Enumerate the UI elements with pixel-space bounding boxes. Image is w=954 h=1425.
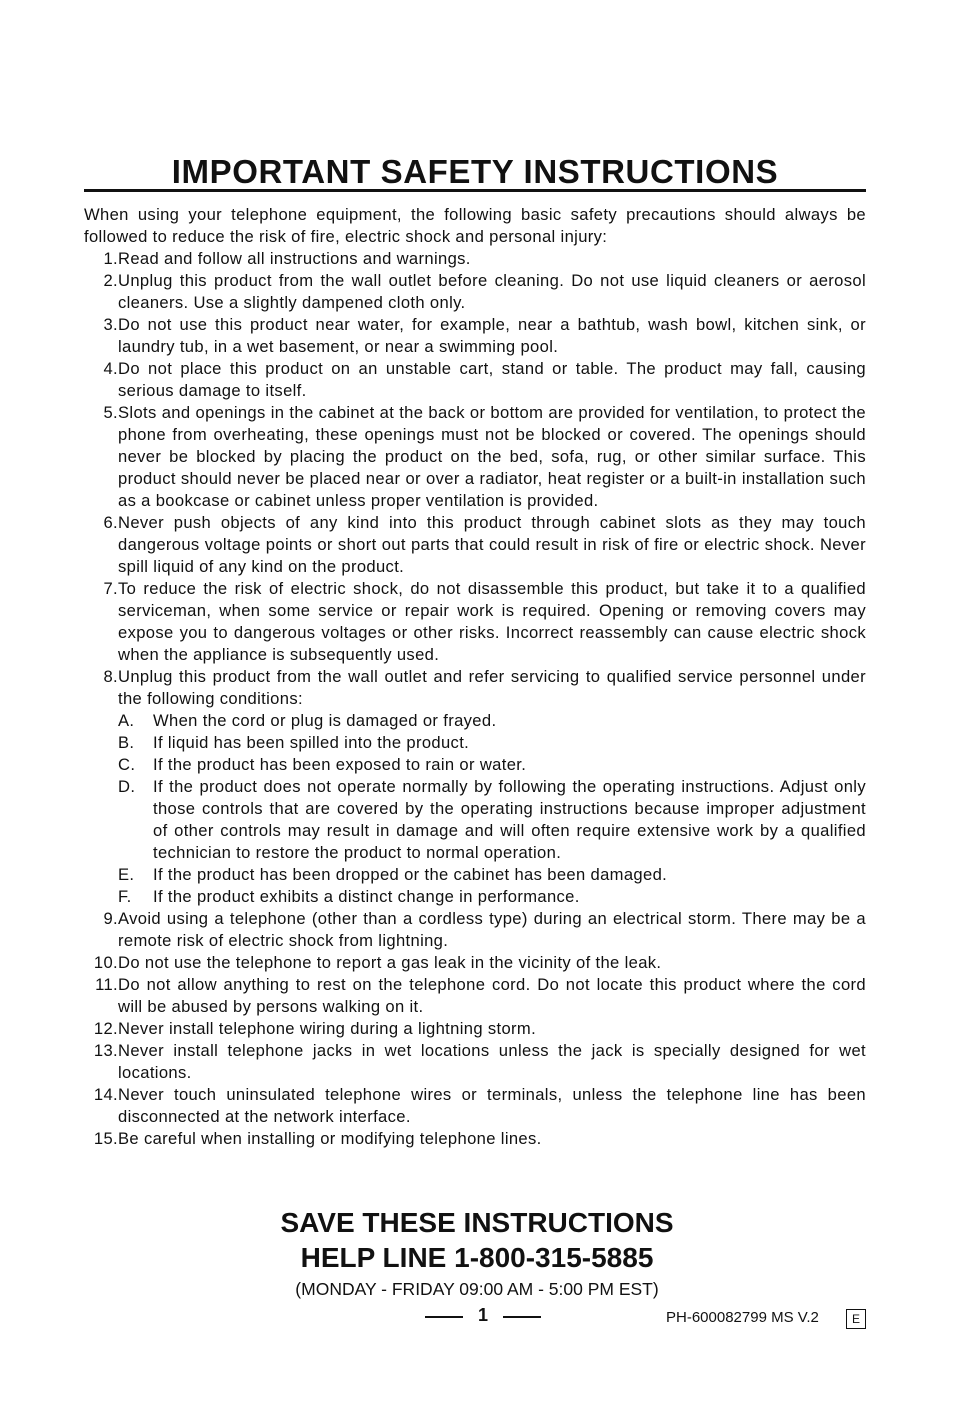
page-number-rule-right bbox=[503, 1316, 541, 1318]
item-number: 3. bbox=[103, 315, 118, 334]
item-number: 10. bbox=[93, 953, 118, 972]
instruction-list bbox=[84, 248, 866, 1150]
list-item bbox=[84, 952, 866, 974]
item-text: Unplug this product from the wall outlet and refer servicing to qualified service personnel under the following conditions: bbox=[118, 667, 866, 708]
sublist-letter: C. bbox=[118, 755, 136, 774]
sublist-item bbox=[118, 732, 866, 754]
item-text: Unplug this product from the wall outlet before cleaning. Do not use liquid cleaners or aerosol cleaners. Use a slightly dampened cloth only. bbox=[118, 271, 866, 312]
sublist-text: When the cord or plug is damaged or frayed. bbox=[153, 711, 497, 730]
helpline-heading: HELP LINE 1-800-315-5885 bbox=[300, 1242, 654, 1273]
helpline-hours: (MONDAY - FRIDAY 09:00 AM - 5:00 PM EST) bbox=[295, 1279, 659, 1299]
page-number-block bbox=[425, 1305, 543, 1329]
sublist-letter: B. bbox=[118, 733, 135, 752]
intro-paragraph: When using your telephone equipment, the following basic safety precautions should always be followed to reduce the risk of fire, electric shock and personal injury: bbox=[84, 205, 866, 246]
list-item bbox=[84, 512, 866, 578]
sublist-item bbox=[118, 886, 866, 908]
item-number: 8. bbox=[103, 667, 118, 686]
item-number: 12. bbox=[93, 1019, 118, 1038]
title-block bbox=[84, 152, 866, 192]
sublist-text: If the product has been exposed to rain or water. bbox=[153, 755, 527, 774]
sublist-text: If the product does not operate normally by following the operating instructions. Adjust only those controls that are covered by the operating instructions because improper adjustment of other controls may result in damage and will often require extensive work by a qualified technician to restore the product to normal operation. bbox=[153, 777, 866, 862]
sublist-item bbox=[118, 776, 866, 864]
item-text: Avoid using a telephone (other than a cordless type) during an electrical storm. There may be a remote risk of electric shock from lightning. bbox=[118, 909, 866, 950]
condition-sublist bbox=[84, 710, 866, 908]
sublist-letter: F. bbox=[118, 887, 132, 906]
list-item bbox=[84, 578, 866, 666]
instructions-body bbox=[84, 204, 866, 1150]
sublist-wrapper bbox=[84, 710, 866, 908]
list-item bbox=[84, 1040, 866, 1084]
list-item bbox=[84, 666, 866, 710]
item-text: To reduce the risk of electric shock, do not disassemble this product, but take it to a qualified serviceman, when some service or repair work is required. Opening or removing covers may expose you to dangerous voltages or other risks. Incorrect reassembly can cause electric shock when the appliance is subsequently used. bbox=[118, 579, 866, 664]
item-number: 1. bbox=[103, 249, 118, 268]
item-number: 5. bbox=[103, 403, 118, 422]
sublist-letter: D. bbox=[118, 777, 136, 796]
document-id: PH-600082799 MS V.2 bbox=[666, 1309, 819, 1326]
item-text: Do not use this product near water, for example, near a bathtub, wash bowl, kitchen sink, or laundry tub, in a wet basement, or near a swimming pool. bbox=[118, 315, 866, 356]
item-text: Never install telephone wiring during a lightning storm. bbox=[118, 1019, 537, 1038]
item-text: Read and follow all instructions and warnings. bbox=[118, 249, 471, 268]
list-item bbox=[84, 248, 866, 270]
item-text: Be careful when installing or modifying telephone lines. bbox=[118, 1129, 542, 1148]
edition-badge: E bbox=[846, 1309, 866, 1329]
item-number: 2. bbox=[103, 271, 118, 290]
item-number: 7. bbox=[103, 579, 118, 598]
item-number: 11. bbox=[95, 975, 118, 994]
item-number: 6. bbox=[103, 513, 118, 532]
item-number: 13. bbox=[93, 1041, 118, 1060]
list-item bbox=[84, 402, 866, 512]
sublist-letter: E. bbox=[118, 865, 135, 884]
list-item bbox=[84, 974, 866, 1018]
item-number: 14. bbox=[93, 1085, 118, 1104]
list-item bbox=[84, 1084, 866, 1128]
page-title: IMPORTANT SAFETY INSTRUCTIONS bbox=[171, 153, 779, 190]
list-item bbox=[84, 1018, 866, 1040]
sublist-letter: A. bbox=[118, 711, 135, 730]
item-number: 15. bbox=[93, 1129, 118, 1148]
item-text: Never push objects of any kind into this product through cabinet slots as they may touch dangerous voltage points or short out parts that could result in risk of fire or electric shock. Never spill liquid of any kind on the product. bbox=[118, 513, 866, 576]
item-text: Slots and openings in the cabinet at the back or bottom are provided for ventilation, to protect the phone from overheating, these openings must not be blocked or covered. The openings should never be blocked by placing the product on the bed, sofa, rug, or other similar surface. This product should never be placed near or over a radiator, heat register or a built-in installation such as a bookcase or cabinet unless proper ventilation is provided. bbox=[118, 403, 866, 510]
sublist-text: If the product exhibits a distinct change in performance. bbox=[153, 887, 580, 906]
item-text: Do not use the telephone to report a gas leak in the vicinity of the leak. bbox=[118, 953, 662, 972]
sublist-text: If the product has been dropped or the cabinet has been damaged. bbox=[153, 865, 668, 884]
item-text: Do not allow anything to rest on the telephone cord. Do not locate this product where the cord will be abused by persons walking on it. bbox=[118, 975, 866, 1016]
item-number: 4. bbox=[103, 359, 118, 378]
list-item bbox=[84, 358, 866, 402]
list-item bbox=[84, 314, 866, 358]
sublist-item bbox=[118, 864, 866, 886]
page-number-rule-left bbox=[425, 1316, 463, 1318]
list-item bbox=[84, 1128, 866, 1150]
sublist-text: If liquid has been spilled into the product. bbox=[153, 733, 470, 752]
sublist-item bbox=[118, 754, 866, 776]
page-number: 1 bbox=[477, 1305, 488, 1325]
list-item bbox=[84, 270, 866, 314]
item-number: 9. bbox=[103, 909, 118, 928]
item-text: Never touch uninsulated telephone wires or terminals, unless the telephone line has been disconnected at the network interface. bbox=[118, 1085, 866, 1126]
item-text: Do not place this product on an unstable cart, stand or table. The product may fall, causing serious damage to itself. bbox=[118, 359, 866, 400]
save-instructions-heading: SAVE THESE INSTRUCTIONS bbox=[280, 1207, 674, 1238]
sublist-item bbox=[118, 710, 866, 732]
item-text: Never install telephone jacks in wet locations unless the jack is specially designed for wet locations. bbox=[118, 1041, 866, 1082]
list-item bbox=[84, 908, 866, 952]
